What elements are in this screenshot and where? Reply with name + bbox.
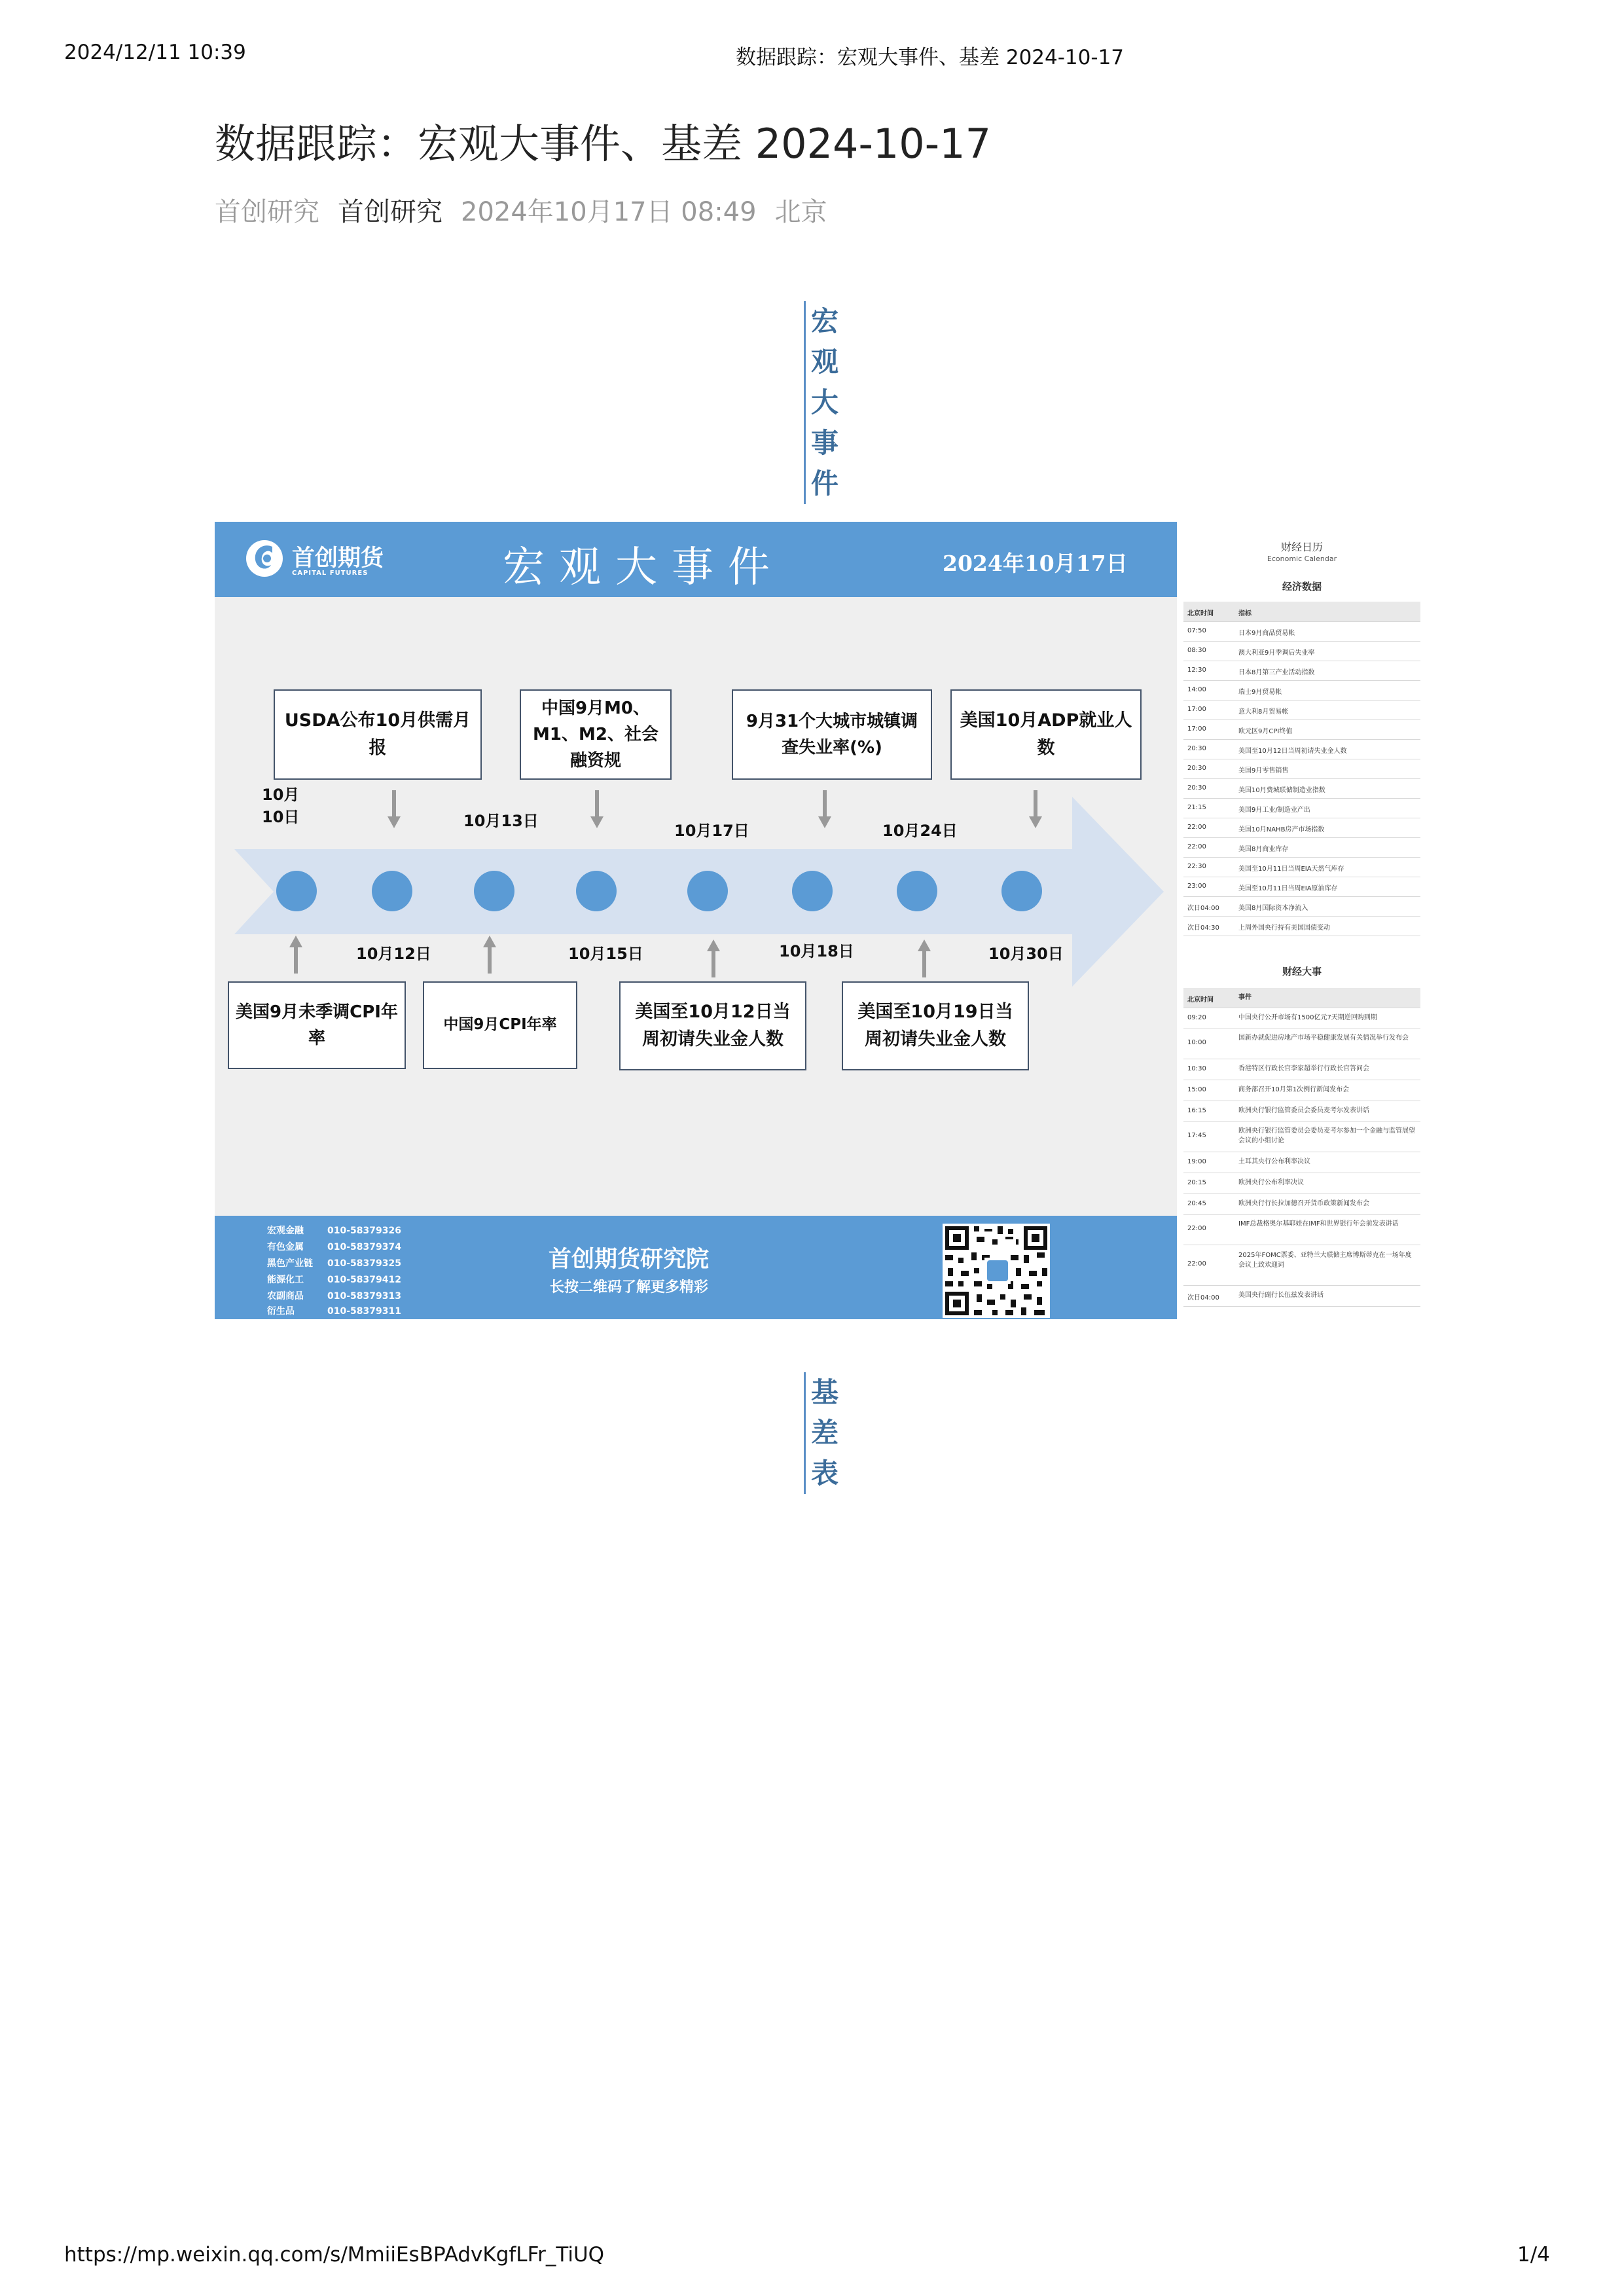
date-label-oct-12: 10月12日 (356, 945, 431, 963)
table-row: 16:15 欧洲央行银行监管委员会委员麦考尔发表讲话 (1183, 1101, 1420, 1122)
event-box-usda: USDA公布10月供需月报 (274, 689, 482, 780)
calendar-subtitle: Economic Calendar (1267, 555, 1337, 563)
table-row: 19:00 土耳其央行公布利率决议 (1183, 1152, 1420, 1173)
contact-line: 农副商品 010-58379313 (267, 1291, 401, 1302)
table-row: 10:00 国新办就促进房地产市场平稳健康发展有关情况举行发布会 (1183, 1029, 1420, 1059)
table-row: 次日04:00 美国8月国际资本净流入 (1183, 896, 1420, 917)
economic-calendar-panel (1177, 522, 1427, 1319)
qr-slogan: 长按二维码了解更多精彩 (550, 1279, 709, 1296)
institute-name: 首创期货研究院 (549, 1247, 710, 1273)
arrow-up-icon (289, 934, 302, 974)
table-row: 22:00 IMF总裁格奥尔基耶娃在IMF和世界银行年会前发表讲话 (1183, 1214, 1420, 1245)
table-row: 22:30 美国至10月11日当周EIA天然气库存 (1183, 857, 1420, 877)
table-row: 09:20 中国央行公开市场有1500亿元7天期逆回购到期 (1183, 1008, 1420, 1029)
table-row: 22:00 美国10月NAHB房产市场指数 (1183, 818, 1420, 838)
macro-events-infographic (215, 522, 1177, 1319)
timeline-dot (792, 871, 833, 911)
calendar-title: 财经日历 (1280, 541, 1323, 553)
arrow-down-icon (818, 790, 831, 829)
article-title: 数据跟踪：宏观大事件、基差 2024-10-17 (215, 120, 992, 168)
date-label-oct-30: 10月30日 (988, 945, 1064, 963)
contact-line: 衍生品 010-58379311 (267, 1306, 401, 1317)
table-row: 21:15 美国9月工业/制造业产出 (1183, 798, 1420, 818)
contact-line: 能源化工 010-58379412 (267, 1275, 401, 1285)
econ-data-heading: 经济数据 (1282, 581, 1322, 592)
article-source: 首创研究 (215, 197, 319, 227)
table-row: 次日04:30 上周外国央行持有美国国债变动 (1183, 916, 1420, 936)
print-doc-title: 数据跟踪：宏观大事件、基差 2024-10-17 (736, 46, 1125, 69)
timeline-dot (276, 871, 317, 911)
table-row: 20:30 美国9月零售销售 (1183, 759, 1420, 779)
arrow-down-icon (1029, 790, 1042, 829)
event-box-jobless-claims-oct12: 美国至10月12日当周初请失业金人数 (619, 981, 806, 1070)
print-datetime: 2024/12/11 10:39 (64, 41, 246, 64)
contact-line: 黑色产业链 010-58379325 (267, 1258, 401, 1269)
company-logo-name: 首创期货 (292, 545, 384, 572)
table-row: 07:50 日本9月商品贸易帐 (1183, 621, 1420, 642)
account-name-link[interactable]: 首创研究 (338, 197, 442, 227)
arrow-up-icon (483, 934, 496, 974)
timeline-dot (474, 871, 514, 911)
infographic-date: 2024年10月17日 (943, 551, 1128, 576)
table-row: 20:45 欧洲央行行长拉加德召开货币政策新闻发布会 (1183, 1194, 1420, 1215)
section-heading-macro-events: 宏 观 大 事 件 (804, 301, 844, 504)
table-row: 17:00 意大利8月贸易帐 (1183, 700, 1420, 720)
contact-line: 有色金属 010-58379374 (267, 1242, 401, 1252)
table-row: 22:00 2025年FOMC票委、亚特兰大联储主席博斯蒂克在一场年度会议上致欢迎词 (1183, 1245, 1420, 1286)
table-row: 23:00 美国至10月11日当周EIA原油库存 (1183, 877, 1420, 897)
arrow-up-icon (707, 938, 720, 977)
date-label-oct-24: 10月24日 (882, 822, 958, 840)
table-row: 22:00 美国8月商业库存 (1183, 837, 1420, 858)
timeline-dot (576, 871, 617, 911)
table-row: 12:30 日本8月第三产业活动指数 (1183, 661, 1420, 681)
qr-code-icon[interactable] (943, 1224, 1050, 1318)
print-page-number: 1/4 (1517, 2243, 1550, 2267)
table-row: 17:45 欧洲央行银行监管委员会委员麦考尔参加一个金融与监管展望会议的小组讨论 (1183, 1121, 1420, 1152)
table-row: 10:30 香港特区行政长官李家超举行行政长官答问会 (1183, 1059, 1420, 1080)
article-datetime: 2024年10月17日 08:49 (461, 197, 757, 227)
table-row: 08:30 澳大利亚9月季调后失业率 (1183, 641, 1420, 661)
table-row: 次日04:00 美国央行副行长伍兹发表讲话 (1183, 1285, 1420, 1307)
table-row: 20:15 欧洲央行公布利率决议 (1183, 1173, 1420, 1194)
timeline-dot (687, 871, 728, 911)
company-logo-subtitle: CAPITAL FUTURES (292, 570, 369, 577)
arrow-down-icon (387, 790, 401, 829)
section-heading-basis-table: 基 差 表 (804, 1372, 844, 1494)
timeline-dot (372, 871, 412, 911)
date-label-oct-10: 10月10日 (262, 786, 300, 826)
article-location: 北京 (774, 197, 827, 227)
events-heading: 财经大事 (1282, 966, 1322, 977)
contact-line: 宏观金融 010-58379326 (267, 1226, 401, 1236)
arrow-down-icon (590, 790, 604, 829)
event-box-us-cpi: 美国9月未季调CPI年率 (228, 981, 406, 1069)
table-row: 20:30 美国10月费城联储制造业指数 (1183, 778, 1420, 799)
econ-table-header: 北京时间 指标 (1183, 602, 1420, 622)
company-logo-icon (243, 534, 284, 581)
table-row: 17:00 欧元区9月CPI终值 (1183, 720, 1420, 740)
date-label-oct-15: 10月15日 (568, 945, 643, 963)
table-row: 15:00 商务部召开10月第1次例行新闻发布会 (1183, 1080, 1420, 1101)
arrow-up-icon (918, 938, 931, 977)
event-box-urban-unemployment: 9月31个大城市城镇调查失业率(%) (732, 689, 932, 780)
event-box-china-cpi: 中国9月CPI年率 (423, 981, 577, 1069)
date-label-oct-17: 10月17日 (674, 822, 749, 840)
table-row: 20:30 美国至10月12日当周初请失业金人数 (1183, 739, 1420, 759)
infographic-title: 宏观大事件 (503, 543, 784, 592)
events-table-header: 北京时间 事件 (1183, 988, 1420, 1008)
print-url[interactable]: https://mp.weixin.qq.com/s/MmiiEsBPAdvKgfLFr_TiUQ (64, 2243, 605, 2267)
date-label-oct-13: 10月13日 (463, 812, 539, 830)
event-box-us-adp: 美国10月ADP就业人数 (950, 689, 1142, 780)
article-meta (215, 191, 846, 228)
timeline-dot (1001, 871, 1042, 911)
timeline-dot (897, 871, 937, 911)
date-label-oct-18: 10月18日 (779, 942, 854, 960)
table-row: 14:00 瑞士9月贸易帐 (1183, 680, 1420, 701)
event-box-china-m2: 中国9月M0、M1、M2、社会融资规 (520, 689, 672, 780)
event-box-jobless-claims-oct19: 美国至10月19日当周初请失业金人数 (842, 981, 1029, 1070)
